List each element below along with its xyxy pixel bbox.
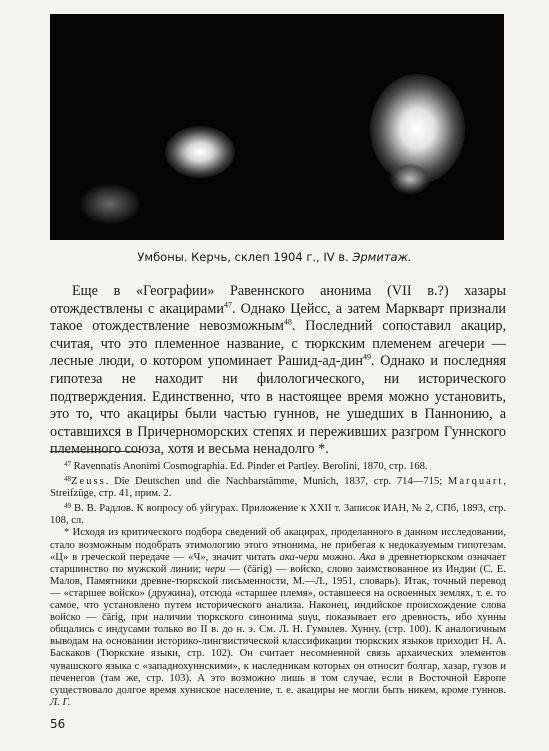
umbo-right-base — [390, 164, 430, 194]
footnote-text: В. В. Радлов. К вопросу об уйгурах. Приложение к XXII т. Записок ИАН, № 2, СПб, 1893, стр. 108, сл. — [50, 503, 506, 527]
caption-text: Умбоны. Керчь, склеп 1904 г., IV в. — [137, 250, 349, 264]
umbo-photograph — [50, 14, 504, 240]
footnote — [50, 473, 506, 500]
footnote-number: 47 — [64, 460, 71, 468]
author-name: Zeuss — [71, 476, 106, 488]
footnote-ref: 49 — [363, 352, 372, 362]
footnote-divider — [50, 451, 140, 452]
footnote-text: , Streifzüge, стр. 41, прим. 2. — [50, 476, 506, 500]
photo-shadow — [80, 184, 140, 224]
umbo-left — [165, 126, 235, 178]
footnote-number: 48 — [64, 475, 71, 484]
footnote — [50, 500, 506, 527]
author-name: Marquart — [447, 476, 504, 488]
footnote-text: . Die Deutschen und die Nachbarstämme, Munich, 1837, стр. 714—715; — [105, 476, 448, 488]
italic-term: чери — [205, 563, 226, 575]
body-text-run: . Однако и последняя гипотеза не находит ни филологического, ни исторического подтверждения. Единственно, что в настоящее время можно установить, это то, что акациры были частью гуннов, не ушедших в Паннонию, а оставшихся в Причерноморских степях и переживших разгром Гуннского племенного союза, хотя и весьма ненадолго *. — [50, 353, 506, 458]
footnote-text: Исходя из критического подбора сведений об акацирах, проделанного в данном исследовании, стало возможным подобрать этимологию этого этнонима, не прибегая к недоказуемым гипотезам. «Ц» в греческой передаче — «Ч», значит читать — [50, 527, 506, 563]
footnote — [50, 458, 506, 473]
footnote-text: Ravennatis Anonimi Cosmographia. Ed. Pinder et Partley. Berolini, 1870, стр. 168. — [71, 461, 428, 472]
footnote-ref: 47 — [223, 299, 232, 309]
italic-term: ака-чери — [279, 551, 319, 563]
footnote-text: — (čärig) — войско, слово заимствованное из Индии (С. Е. Малов, Памятники древне-тюркской письменности, М.—Л., 1951, словарь). Итак, точный перевод — «старшее войско» (дружина), отсюда «старшее племя», оставшееся на освоенных землях, т. е. то самое, что установлено путем исторического анализа. Наконец, индийское происхождение слова войско — čärig, при наличии тюркского синонима suγu, показывает его древность, ибо хунны общались с индусами только во II в. до н. э. См. Л. Н. Гумилев. Хунну. (стр. 100). К аналогичным выводам на основании историко-лингвистической классификации тюркских языков приходит Н. А. Баскаков (Тюркские языки, стр. 102). Он считает несомненной связь архаических элементов чувашского языка с «западнохуннскими», к наследникам которых он относит болгар, хазар, гузов и печенегов (там же, стр. 103). А это возможно лишь в том случае, если в Восточной Европе существовало долгое время хуннское население, т. е. акациры не могли быть никем, кроме гуннов. — [50, 563, 506, 696]
body-text-run: Еще в «Географии» Равеннского анонима (VII в.?) хазары отождествлены с акацирами — [50, 283, 506, 317]
body-text-run: . Последний сопоставил акацир, считая, что это племенное название, с тюркским племенем агечери — лесные люди, о котором упоминает Рашид-ад-дин — [50, 318, 507, 370]
body-text-run: . Однако Цейсс, а затем Маркварт признали такое отождествление невозможным — [50, 300, 506, 335]
footnote — [50, 527, 506, 708]
caption-museum: Эрмитаж. — [352, 250, 412, 264]
footnote-text: можно. — [318, 551, 360, 563]
footnotes — [50, 458, 506, 709]
main-paragraph — [50, 283, 506, 459]
italic-term: Ака — [359, 551, 376, 563]
photo-caption — [0, 250, 549, 264]
footnote-text: в древнетюркском означает старшинство по мужской линии; — [50, 551, 506, 575]
italic-term: Л. Г. — [50, 696, 71, 708]
footnote-ref: 48 — [283, 317, 292, 327]
footnote-number: 49 — [64, 502, 71, 511]
footnote-number: * — [64, 527, 70, 539]
page-number: 56 — [50, 717, 66, 731]
